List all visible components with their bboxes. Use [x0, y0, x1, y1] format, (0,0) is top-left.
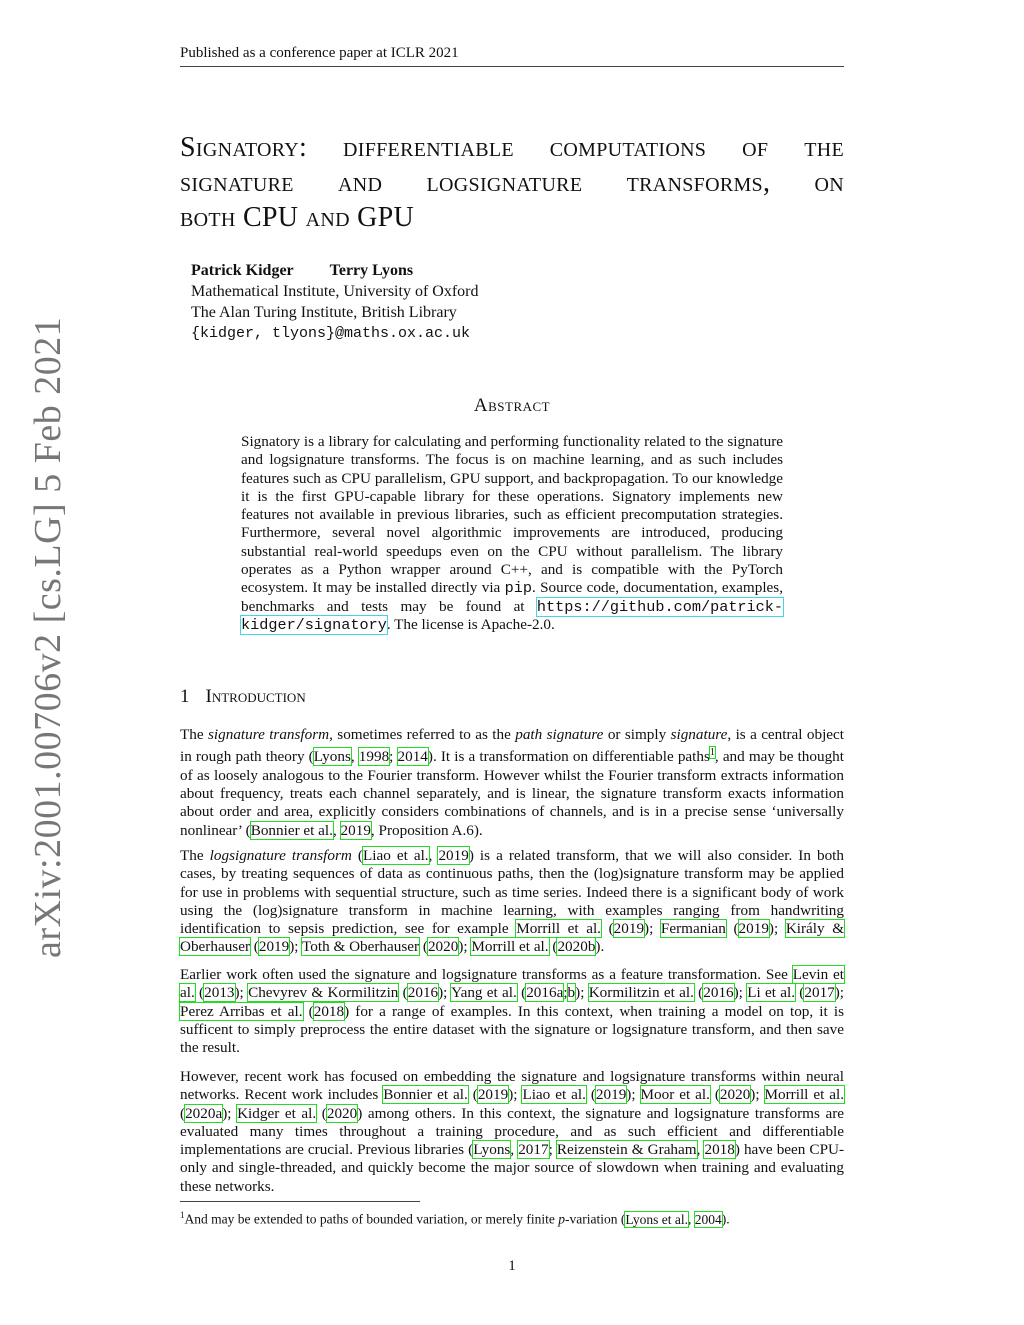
affiliation: Mathematical Institute, University of Oxford	[191, 283, 479, 300]
citation-link[interactable]: 2004	[694, 1211, 722, 1227]
citation-link[interactable]: 2016	[407, 984, 439, 1002]
citation-link[interactable]: Reizenstein & Graham	[556, 1141, 697, 1159]
citation-link[interactable]: 2019	[477, 1086, 509, 1104]
abstract-run: . The license is Apache-2.0.	[386, 615, 555, 633]
emphasis: path signature	[515, 726, 604, 743]
citation-link[interactable]: 2020b	[557, 938, 596, 956]
citation-link[interactable]: 2016	[703, 984, 734, 1002]
citation-link[interactable]: Lyons	[313, 748, 351, 766]
arxiv-stamp: arXiv:2001.00706v2 [cs.LG] 5 Feb 2021	[27, 316, 69, 958]
citation-link[interactable]: 2020	[719, 1086, 751, 1104]
citation-link[interactable]: 2016a	[526, 984, 564, 1002]
citation-link[interactable]: 2020	[427, 938, 459, 956]
citation-link[interactable]: 2020a	[185, 1104, 223, 1122]
abstract-text	[241, 433, 783, 634]
section-number: 1	[180, 686, 190, 707]
title-line: Signatory: differentiable computations of the	[180, 132, 844, 163]
citation-link[interactable]: Kormilitzin et al.	[588, 984, 694, 1002]
github-url-link[interactable]: https://github.com/patrick-kidger/signatory	[241, 597, 783, 634]
author-name: Terry Lyons	[329, 262, 414, 279]
footnote-divider	[180, 1201, 420, 1202]
author-email: {kidger, tlyons}@maths.ox.ac.uk	[191, 325, 471, 342]
citation-link[interactable]: 2020	[326, 1104, 358, 1122]
citation-link[interactable]: Perez Arribas et al.	[180, 1002, 303, 1020]
citation-link[interactable]: 1998	[358, 748, 390, 766]
intro-paragraph-3: Earlier work often used the signature and logsignature transforms as a feature transformation. See Levin et al. (2013); Chevyrev & Kormilitzin (2016); Yang et al. (2016a;b); Kormilitzin et al. (2016); Li et al. (2017); Perez Arribas et al. (2018) for a range of examples. In this context, when training a model on top, it is sufficent to simply preprocess the entire dataset with the signature or logsignature transform, and then save the result.	[180, 966, 845, 1057]
citation-link[interactable]: b	[567, 984, 576, 1002]
running-header: Published as a conference paper at ICLR 2021	[180, 45, 844, 67]
footnote: $^1$And may be extended to paths of bounded variation, or merely finite p-variation (Lyons et al., 2004).	[180, 1210, 730, 1227]
citation-link[interactable]: Kidger et al.	[237, 1104, 317, 1122]
author-names	[191, 260, 478, 281]
footnote-mark: 1	[180, 1210, 185, 1220]
abstract-run: Signatory is a library for calculating and performing functionality related to the signature and logsignature transforms. The focus is on machine learning, and as such includes features such as CPU parallelism, GPU support, and backpropagation. To our knowledge it is the first GPU-capable library for these operations. Signatory implements new features not available in previous libraries, such as efficient precomputation strategies. Furthermore, several novel algorithmic improvements are introduced, producing substantial real-world speedups even on the CPU without parallelism. The library operates as a Python wrapper around C++, and is compatible with the PyTorch ecosystem. It may be installed directly via	[241, 433, 783, 597]
citation-link[interactable]: 2019	[595, 1086, 627, 1104]
citation-link[interactable]: 2017	[804, 984, 835, 1002]
citation-link[interactable]: Toth & Oberhauser	[302, 938, 420, 956]
title-line: both CPU and GPU	[180, 202, 415, 233]
citation-link[interactable]: 2017	[518, 1141, 549, 1159]
emphasis: logsignature transform	[209, 847, 352, 864]
citation-link[interactable]: 2019	[258, 938, 290, 956]
emphasis: signature transform	[208, 726, 330, 743]
footnote-link[interactable]: 1	[709, 747, 715, 759]
citation-link[interactable]: Liao et al.	[522, 1086, 586, 1104]
citation-link[interactable]: Fermanian	[660, 920, 726, 938]
affiliation: The Alan Turing Institute, British Library	[191, 304, 457, 321]
citation-link[interactable]: Lyons et al.	[625, 1211, 689, 1227]
citation-link[interactable]: Moor et al.	[640, 1086, 710, 1104]
title-line: signature and logsignature transforms, on	[180, 167, 844, 198]
citation-link[interactable]: 2018	[313, 1002, 345, 1020]
paper-title	[180, 130, 844, 235]
citation-link[interactable]: 2018	[704, 1141, 735, 1159]
intro-paragraph-2: The logsignature transform (Liao et al., 2019) is a related transform, that we will also consider. In both cases, by treating sequences of data as continuous paths, then the (log)signature transform may be applied for use in problems with sequential structure, such as time series. Indeed there is a significant body of work using the (log)signature transform in machine learning, with examples ranging from handwriting identification to sepsis prediction, see for example Morrill et al. (2019); Fermanian (2019); Király & Oberhauser (2019); Toth & Oberhauser (2020); Morrill et al. (2020b).	[180, 847, 845, 956]
citation-link[interactable]: Király & Oberhauser	[180, 920, 845, 956]
citation-link[interactable]: Levin et al.	[180, 966, 844, 1002]
citation-link[interactable]: Morrill et al.	[764, 1086, 845, 1104]
citation-link[interactable]: 2019	[438, 847, 469, 864]
intro-paragraph-1: The signature transform, sometimes referred to as the path signature or simply signature, is a central object in rough path theory (Lyons, 1998; 2014). It is a transformation on differentiable paths$^1$, and may be thought of as loosely analogous to the Fourier transform. However whilst the Fourier transform extracts information about frequency, treats each channel separately, and is linear, the signature transform exacts information about order and area, explicitly considers combinations of channels, and is in a precise sense ‘universally nonlinear’ (Bonnier et al., 2019, Proposition A.6).	[180, 726, 844, 839]
citation-link[interactable]: Morrill et al.	[516, 920, 601, 938]
emphasis: p	[558, 1211, 566, 1227]
citation-link[interactable]: Lyons	[473, 1141, 511, 1159]
page-number: 1	[508, 1258, 516, 1274]
section-heading	[180, 686, 306, 708]
pip-code: pip	[504, 579, 532, 598]
abstract-heading: Abstract	[473, 395, 551, 416]
emphasis: signature	[670, 726, 728, 743]
intro-paragraph-4: However, recent work has focused on embedding the signature and logsignature transforms within neural networks. Recent work includes Bonnier et al. (2019); Liao et al. (2019); Moor et al. (2020); Morrill et al. (2020a); Kidger et al. (2020) among others. In this context, the signature and logsignature transforms are evaluated many times throughout a training procedure, and as such efficient and differentiable implementations are crucial. Previous libraries (Lyons, 2017; Reizenstein & Graham, 2018) have been CPU-only and single-threaded, and quickly become the major source of slowdown when training and evaluating these networks.	[180, 1068, 845, 1195]
citation-link[interactable]: 2019	[613, 920, 645, 938]
author-name: Patrick Kidger	[191, 262, 294, 279]
citation-link[interactable]: Liao et al.	[362, 847, 429, 864]
citation-link[interactable]: 2013	[204, 984, 235, 1002]
section-title: Introduction	[205, 686, 306, 707]
citation-link[interactable]: Yang et al.	[451, 984, 517, 1002]
citation-link[interactable]: Bonnier et al.	[383, 1086, 468, 1104]
citation-link[interactable]: 2014	[397, 748, 428, 766]
abstract-run: . Source code, documentation, examples, benchmarks and tests may be found at	[241, 579, 783, 615]
citation-link[interactable]: Li et al.	[747, 984, 796, 1002]
author-block	[191, 260, 478, 344]
citation-link[interactable]: Chevyrev & Kormilitzin	[248, 984, 399, 1002]
citation-link[interactable]: 2019	[738, 920, 769, 938]
citation-link[interactable]: Morrill et al.	[471, 938, 549, 956]
citation-link[interactable]: Bonnier et al.	[250, 821, 333, 839]
citation-link[interactable]: 2019	[340, 821, 371, 839]
